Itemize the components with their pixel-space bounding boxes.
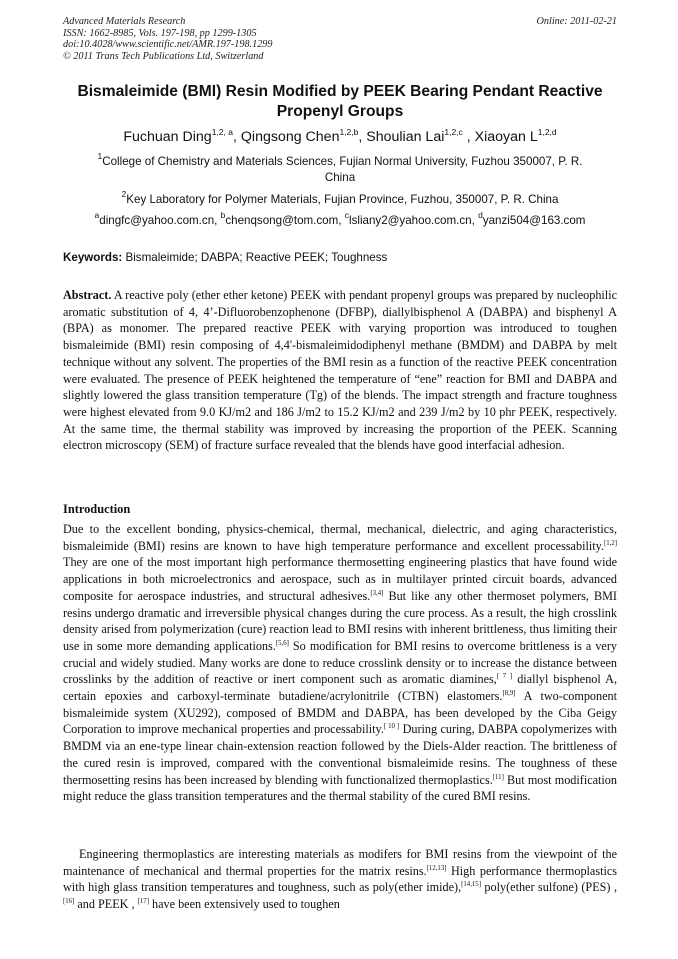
- issn-line: ISSN: 1662-8985, Vols. 197-198, pp 1299-1305: [63, 27, 257, 39]
- body-text: So modification for BMI resins to overcome brittleness is a very crucial and widely studied. Many works are done to reduce crosslink density or to increase the distance between crosslinks by the addition of reactive or inert component such as aromatic diamines,: [63, 638, 617, 687]
- introduction-paragraph-2: [63, 846, 617, 913]
- citation-ref: [8,9]: [502, 690, 516, 698]
- title-line-2: Propenyl Groups: [276, 103, 404, 120]
- abstract-text: A reactive poly (ether ether ketone) PEEK with pendant propenyl groups was prepared by nucleophilic aromatic substitution of 4, 4’-Difluorobenzophenone (DFBP), diallylbisphenol A (DABPA) and bisphenyl A (BPA) as monomer. The prepared reactive PEEK with varying proportion was introduced to toughen bismaleimide (BMI) resin composing of 4,4'-bismaleimidodiphenyl methane (BMDM) and DABPA by melt technique without any solvent. The properties of the BMI resin as a function of the reactive PEEK concentration were evaluated. The presence of PEEK heightened the temperature of “ene” reaction for BMI and DABPA and slightly lowered the glass transition temperature (Tg) of the blends. The impact strength and fracture toughness were highest elevated from 9.0 KJ/m2 and 186 J/m2 to 15.2 KJ/m2 and 239 J/m2 by 10 phr PEEK, respectively. At the same time, the thermal stability was improved by increasing the proportion of the PEEK. Scanning electron microscopy (SEM) of fracture surface revealed that the blends have good interfacial adhesion.: [63, 288, 617, 453]
- copyright-line: © 2011 Trans Tech Publications Ltd, Switzerland: [63, 50, 264, 62]
- author-name: Xiaoyan L: [474, 129, 538, 145]
- affiliation-2: [63, 189, 617, 208]
- body-text: A two-component bismaleimide system (XU292), composed of BMDM and DABPA, has been developed by the Ciba Geigy Corporation to improve mechanical properties and processability.: [63, 689, 617, 737]
- citation-ref: [ 10 ]: [383, 723, 400, 731]
- body-text: But most modification might reduce the glass transition temperatures and the thermal stability of the cured BMI resins.: [63, 772, 617, 804]
- introduction-heading: Introduction: [63, 502, 131, 516]
- affiliation-1: [63, 151, 617, 186]
- paper-title: [63, 82, 617, 122]
- citation-ref: [14,15]: [461, 881, 481, 889]
- body-text: High performance thermoplastics with high glass transition temperatures and toughness, such as poly(ether imide),: [63, 863, 618, 895]
- body-text: have been extensively used to toughen: [148, 897, 340, 912]
- title-line-1: Bismaleimide (BMI) Resin Modified by PEEK Bearing Pendant Reactive: [77, 83, 603, 100]
- email-marker: a: [94, 210, 100, 220]
- keywords: [63, 250, 617, 266]
- body-text: and PEEK ,: [74, 897, 138, 912]
- email-marker: c: [344, 210, 349, 220]
- online-date: Online: 2011-02-21: [536, 16, 617, 27]
- abstract-label: Abstract.: [63, 288, 112, 302]
- affiliation-1-text: College of Chemistry and Materials Sciences, Fujian Normal University, Fuzhou 350007, P. R.: [102, 155, 583, 168]
- email-list: $^a$dingfc@yahoo.com.cn, $^b$chenqsong@tom.com, $^c$lsliany2@yahoo.com.cn, $^d$yanzi504@163.com: [94, 210, 586, 227]
- author-affiliation-marker: 1,2, a: [211, 127, 233, 137]
- author-list: Fuchuan Ding$^{1,2, a}$, Qingsong Chen$^{1,2,b}$, Shoulian Lai$^{1,2,c}$ , Xiaoyan L$^{1,2,d}$: [123, 127, 557, 145]
- journal-name: Advanced Materials Research: [63, 16, 186, 27]
- citation-ref: [11]: [492, 773, 504, 781]
- author-name: Fuchuan Ding: [123, 129, 212, 145]
- introduction-paragraph-1: [63, 521, 617, 805]
- affiliation-1-text-cont: China: [324, 171, 356, 184]
- doi-line: doi:10.4028/www.scientific.net/AMR.197-198.1299: [63, 39, 273, 51]
- citation-ref: [5,6]: [275, 639, 289, 647]
- citation-ref: [17]: [137, 898, 149, 906]
- citation-ref: [12,13]: [426, 864, 447, 872]
- affiliation-2-text: Key Laboratory for Polymer Materials, Fujian Province, Fuzhou, 350007, P. R. China: [126, 193, 559, 206]
- author-name: Shoulian Lai: [366, 129, 445, 145]
- citation-ref: [16]: [63, 898, 75, 906]
- body-text: During curing, DABPA copolymerizes with BMDM via an ene-type linear chain-extension reaction followed by the Diels-Alder reaction. The brittleness of the cured resin is improved, compared with the conventional bismaleimide resins. The toughness of these thermosetting resins has been increased by blending with functionalized thermoplastics.: [63, 722, 617, 787]
- email-marker: d: [478, 210, 483, 220]
- author-affiliation-marker: 1,2,b: [339, 127, 359, 137]
- body-text: Engineering thermoplastics are interesting materials as modifers for BMI resins from the viewpoint of the maintenance of mechanical and thermal properties for the matrix resins.: [63, 847, 617, 878]
- citation-ref: [ 7 ]: [496, 673, 513, 681]
- affiliation-1-marker: 1: [97, 151, 103, 161]
- author-affiliation-marker: 1,2,c: [444, 127, 463, 137]
- email-address: chenqsong@tom.com: [225, 214, 339, 227]
- body-text: They are one of the most important high performance thermosetting engineering plastics that have found wide applications in both microelectronics and aerospace, such as in multilayer printed circuit boards, advanced composite for aerospace industries, and structural adhesives.: [63, 555, 617, 603]
- body-text: poly(ether sulfone) (PES) ,: [480, 880, 618, 895]
- email-address: yanzi504@163.com: [482, 214, 586, 227]
- email-address: dingfc@yahoo.com.cn: [99, 214, 215, 227]
- author-name: Qingsong Chen: [240, 129, 340, 145]
- author-affiliation-marker: 1,2,d: [537, 127, 557, 137]
- email-marker: b: [220, 210, 226, 220]
- email-address: lsliany2@yahoo.com.cn: [349, 214, 472, 227]
- keywords-text: Bismaleimide; DABPA; Reactive PEEK; Toughness: [122, 251, 388, 264]
- body-text: But like any other thermoset polymers, BMI resins undergo dramatic and irreversible physical changes during the cure process. As a result, the high crosslink density arised from polymerization (cure) reaction lead to BMI resins with inherent brittleness, thus limiting their use in some more demanding applications.: [63, 588, 617, 653]
- citation-ref: [1,2]: [603, 539, 617, 547]
- body-text: Due to the excellent bonding, physics-chemical, thermal, mechanical, dielectric, and aging characteristics, bismaleimide (BMI) resins are known to have high temperature performance and excellent processability.: [63, 522, 617, 553]
- citation-ref: [3,4]: [370, 589, 384, 597]
- abstract: [63, 287, 617, 454]
- journal-header: [63, 16, 617, 62]
- keywords-label: Keywords:: [63, 251, 123, 264]
- body-text: diallyl bisphenol A, certain epoxies and carboxyl-terminate butadiene/acrylonitrile (CTBN) elastomers.: [63, 672, 617, 704]
- affiliation-2-marker: 2: [121, 189, 127, 199]
